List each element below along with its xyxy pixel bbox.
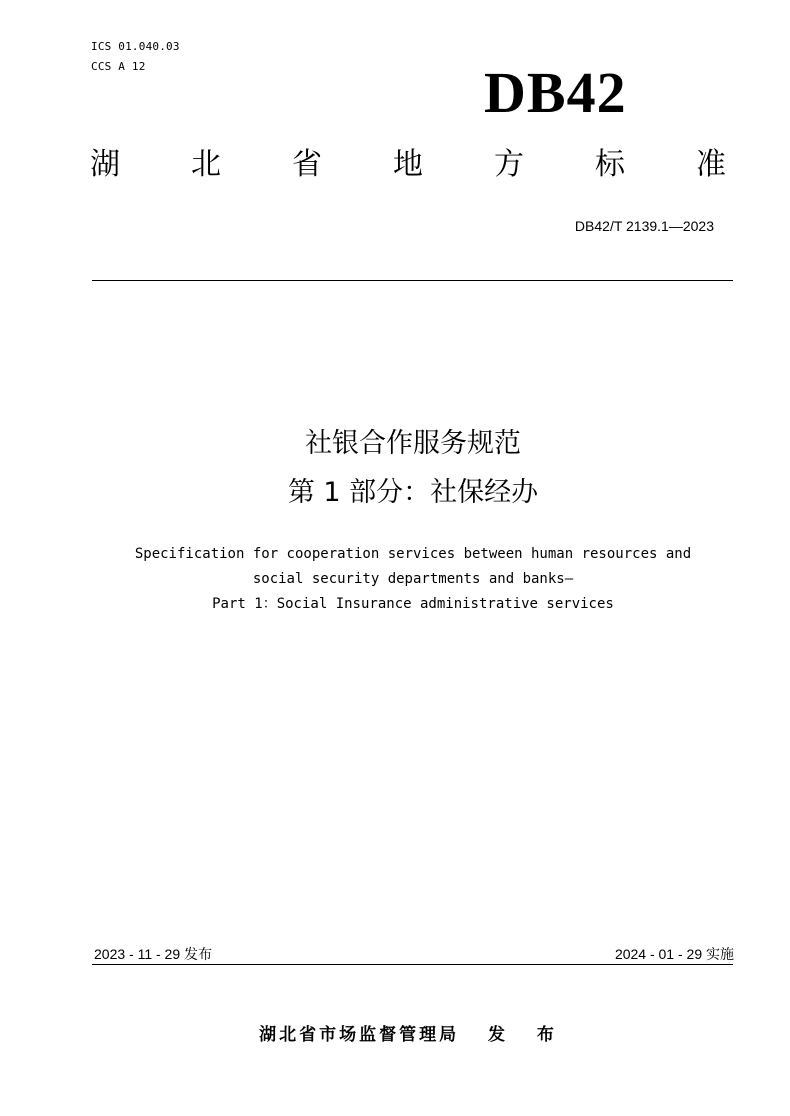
standard-type-char: 标: [595, 147, 625, 182]
standard-prefix-mark: DB42: [484, 60, 627, 125]
standard-type-heading: [90, 147, 726, 182]
title-english-line: social security departments and banks—: [252, 571, 574, 587]
title-chinese-part: 第 1 部分：社保经办: [287, 477, 539, 508]
issue-date: 2023 - 11 - 29 发布: [94, 946, 213, 962]
standard-type-char: 方: [494, 147, 524, 182]
standard-type-char: 湖: [90, 147, 120, 182]
standard-number: DB42/T 2139.1—2023: [574, 218, 714, 234]
title-english-line: Specification for cooperation services between human resources and: [134, 546, 692, 562]
title-chinese-main: 社银合作服务规范: [305, 428, 521, 459]
standard-type-char: 准: [696, 147, 726, 182]
ics-code: ICS 01.040.03: [91, 40, 180, 53]
title-english-line: Part 1：Social Insurance administrative services: [212, 596, 614, 612]
standard-type-char: 北: [191, 147, 221, 182]
header-divider: [92, 280, 733, 281]
ccs-code: CCS A 12: [91, 60, 146, 73]
standard-type-char: 地: [393, 147, 423, 182]
standard-type-char: 省: [292, 147, 322, 182]
implementation-date: 2024 - 01 - 29 实施: [614, 946, 734, 962]
footer-divider: [92, 964, 733, 965]
issuing-authority: 湖北省市场监督管理局 发 布: [259, 1025, 557, 1045]
